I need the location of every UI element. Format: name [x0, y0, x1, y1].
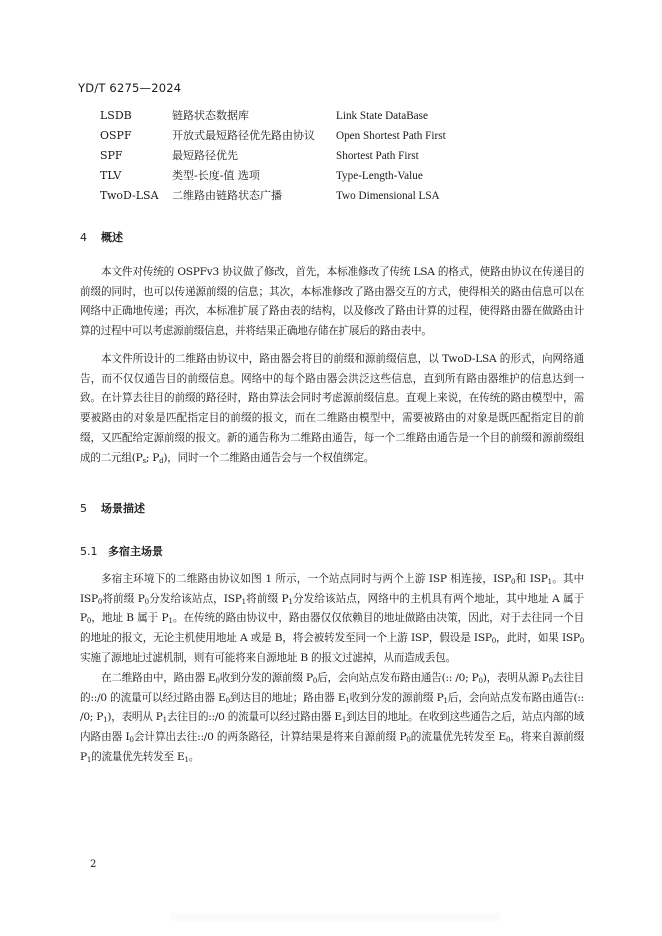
section-title: 多宿主场景 [108, 545, 163, 558]
abbreviation-table [100, 106, 580, 206]
section-title: 场景描述 [101, 502, 145, 515]
section-number: 5.1 [80, 545, 98, 558]
abbreviation-term: OSPF [100, 129, 132, 142]
abbreviation-row [100, 106, 580, 126]
abbreviation-chinese: 二维路由链路状态广播 [172, 189, 282, 202]
abbreviation-row [100, 146, 580, 166]
abbreviation-chinese: 链路状态数据库 [172, 109, 249, 122]
abbreviation-chinese: 开放式最短路径优先路由协议 [172, 129, 315, 142]
abbreviation-english: Link State DataBase [336, 110, 428, 122]
section-5-heading [80, 500, 145, 516]
abbreviation-row [100, 126, 580, 146]
abbreviation-english: Shortest Path First [336, 150, 419, 162]
abbreviation-row [100, 166, 580, 186]
abbreviation-english: Two Dimensional LSA [336, 190, 440, 202]
section-4-heading [80, 229, 123, 245]
overview-paragraph-1: 本文件对传统的 OSPFv3 协议做了修改，首先，本标准修改了传统 LSA 的格式，使路由协议在传递目的前缀的同时，也可以传递源前缀的信息；其次，本标准修改了路由器交互的方式，使得相关的路由信息可以在网络中正确地传递；再次，本标准扩展了路由表的结构，以及修改了路由计算的过程，使得路由器在做路由计算的过程中可以考虑源前缀信息，并将结果正确地存储在扩展后的路由表中。 [80, 266, 584, 338]
abbreviation-term: TLV [100, 169, 122, 182]
multihoming-paragraph-2: 在二维路由中，路由器 $E_0$收到分发的源前缀 $P_0$后，会向站点发布路由通告(:: /0; $P_0$)，表明从源 $P_0$去往目的::/0 的流量可以经过路由器 $E_0$到达目的地址；路由器 $E_1$收到分发的源前缀 $P_1$后，会向站点发布路由通告(:: /0; $P_1$)，表明从 $P_1$去往目的::/0 的流量可以经过路由器 $E_1$到达目的地址。在收到这些通告之后，站点内部的域内路由器 $I_0$会计算出去往::/0 的两条路径，计算结果是将来自源前缀 $P_0$的流量优先转发至 $E_0$，将来自源前缀 $P_1$的流量优先转发至 $E_1$。 [80, 672, 585, 764]
footer-watermark [170, 913, 500, 921]
section-title: 概述 [101, 231, 123, 244]
abbreviation-term: SPF [100, 149, 123, 162]
page-number: 2 [90, 859, 97, 870]
section-5-1-heading [80, 543, 163, 559]
abbreviation-row [100, 186, 580, 206]
abbreviation-term: TwoD-LSA [100, 189, 159, 202]
abbreviation-term: LSDB [100, 109, 132, 122]
overview-paragraph-2: 本文件所设计的二维路由协议中，路由器会将目的前缀和源前缀信息，以 TwoD-LSA 的形式，向网络通告，而不仅仅通告目的前缀信息。网络中的每个路由器会洪泛这些信息，直到所有路由器维护的信息达到一致。在计算去往目的前缀的路径时，路由算法会同时考虑源前缀信息。直观上来说，在传统的路由模型中，需要被路由的对象是匹配指定目的前缀的报文，而在二维路由模型中，需要被路由的对象是既匹配指定目的前缀，又匹配给定源前缀的报文。新的通告称为二维路由通告，每一个二维路由通告是一个目的前缀和源前缀组成的二元组($P_s$; $P_d$)，同时一个二维路由通告会与一个权值绑定。 [80, 353, 584, 465]
document-id-header: YD/T 6275—2024 [78, 81, 182, 95]
abbreviation-english: Type-Length-Value [336, 170, 423, 182]
multihoming-paragraph-1: 多宿主环境下的二维路由协议如图 1 所示，一个站点同时与两个上游 ISP 相连接，$ISP_0$和 $ISP_1$。其中 $ISP_0$将前缀 $P_0$分发给该站点，$ISP_1$将前缀 $P_1$分发给该站点，网络中的主机具有两个地址，其中地址 A 属于 $P_0$，地址 B 属于 $P_1$。在传统的路由协议中，路由器仅仅依赖目的地址做路由决策，因此，对于去往同一个目的地址的报文，无论主机使用地址 A 或是 B，将会被转发至同一个上游 ISP，假设是 $ISP_0$，此时，如果 $ISP_0$实施了源地址过滤机制，则有可能将来自源地址 B 的报文过滤掉，从而造成丢包。 [80, 573, 585, 664]
section-number: 4 [80, 231, 87, 244]
abbreviation-english: Open Shortest Path First [336, 130, 446, 142]
abbreviation-chinese: 类型-长度-值 选项 [172, 169, 260, 182]
section-number: 5 [80, 502, 87, 515]
abbreviation-chinese: 最短路径优先 [172, 149, 238, 162]
